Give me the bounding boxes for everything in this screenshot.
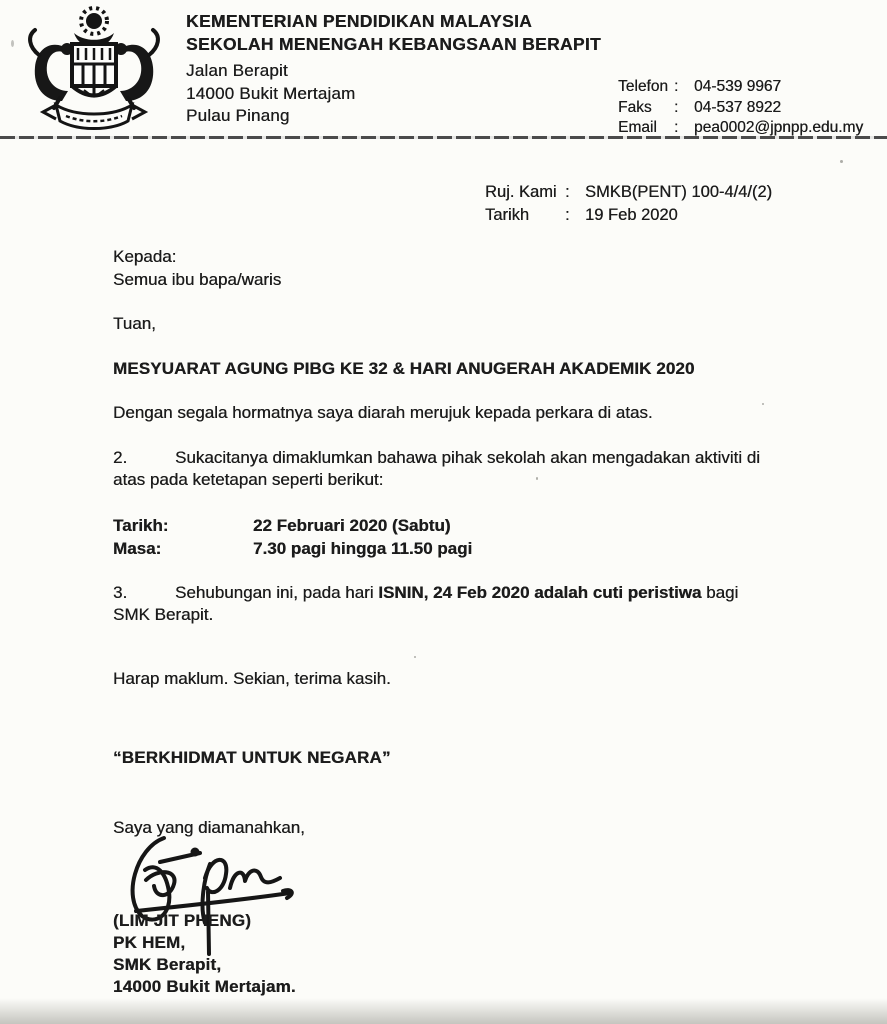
address-line: Jalan Berapit <box>186 61 288 80</box>
signatory-school: SMK Berapit, <box>113 955 222 974</box>
schedule-date-value: 22 Februari 2020 (Sabtu) <box>253 515 451 535</box>
reference-block <box>485 181 772 226</box>
contact-colon: : <box>674 119 679 136</box>
contact-label: Faks <box>618 98 652 116</box>
letter-body <box>113 246 837 839</box>
scan-shadow-band <box>0 998 887 1024</box>
contact-label: Email <box>618 119 657 136</box>
contact-info <box>618 77 863 139</box>
scan-speck <box>840 160 843 163</box>
ref-number: SMKB(PENT) 100-4/4/(2) <box>585 183 773 201</box>
school-address <box>186 60 601 128</box>
contact-colon: : <box>674 78 679 95</box>
header-divider <box>0 136 887 139</box>
malaysia-coat-of-arms-icon <box>24 2 164 142</box>
contact-faks <box>618 98 863 119</box>
contact-colon: : <box>674 98 679 116</box>
address-line: Pulau Pinang <box>186 106 290 125</box>
signatory-name: (LIM JIT PHENG) <box>113 911 252 930</box>
schedule-date-label: Tarikh: <box>113 515 169 535</box>
paragraph-number: 2. <box>113 447 128 467</box>
scan-speck <box>11 40 14 47</box>
fax-number: 04-537 8922 <box>694 98 782 116</box>
date-label: Tarikh <box>485 205 530 224</box>
telephone-number: 04-539 9967 <box>694 78 782 95</box>
letter-date: 19 Feb 2020 <box>585 205 678 224</box>
scan-speck <box>536 477 538 480</box>
date-colon: : <box>565 205 570 224</box>
paragraph-3 <box>113 582 837 627</box>
paragraph-number: 3. <box>113 582 128 602</box>
letter-date-row <box>485 204 772 227</box>
motto-line: “BERKHIDMAT UNTUK NEGARA” <box>113 748 391 767</box>
reference-number-row <box>485 181 772 204</box>
ref-colon: : <box>565 183 570 201</box>
school-name: SEKOLAH MENENGAH KEBANGSAAN BERAPIT <box>186 34 601 54</box>
schedule-time-row <box>113 537 837 560</box>
salutation: Tuan, <box>113 314 156 333</box>
schedule-date-row <box>113 514 837 537</box>
event-schedule <box>113 514 837 560</box>
signatory-block <box>113 910 296 998</box>
paragraph-3-line2: SMK Berapit. <box>113 605 214 624</box>
recipient-heading: Kepada: <box>113 247 177 266</box>
paragraph-3-pre: Sehubungan ini, pada hari <box>175 582 379 602</box>
paragraph-2-line1: Sukacitanya dimaklumkan bahawa pihak sekolah akan mengadakan aktiviti di <box>175 447 760 467</box>
signatory-position: PK HEM, <box>113 933 186 952</box>
letterhead-text <box>186 10 601 128</box>
closing-line: Harap maklum. Sekian, terima kasih. <box>113 668 391 688</box>
schedule-time-value: 7.30 pagi hingga 11.50 pagi <box>253 538 473 558</box>
recipient-block <box>113 246 837 291</box>
paragraph-3-post: bagi <box>701 582 739 602</box>
ministry-name: KEMENTERIAN PENDIDIKAN MALAYSIA <box>186 11 533 31</box>
ref-label: Ruj. Kami <box>485 183 557 201</box>
signoff-lead: Saya yang diamanahkan, <box>113 817 305 837</box>
email-address: pea0002@jpnpp.edu.my <box>694 119 864 136</box>
holiday-announcement: ISNIN, 24 Feb 2020 adalah cuti peristiwa <box>378 582 702 602</box>
contact-label: Telefon <box>618 78 668 95</box>
paragraph-2-line2: atas pada ketetapan seperti berikut: <box>113 470 384 489</box>
address-line: 14000 Bukit Mertajam <box>186 83 356 103</box>
schedule-time-label: Masa: <box>113 538 162 558</box>
scan-speck <box>762 403 764 405</box>
signatory-address: 14000 Bukit Mertajam. <box>113 977 296 996</box>
contact-telefon <box>618 77 863 98</box>
recipient-name: Semua ibu bapa/waris <box>113 269 282 289</box>
paragraph-1: Dengan segala hormatnya saya diarah merujuk kepada perkara di atas. <box>113 403 653 422</box>
subject-line: MESYUARAT AGUNG PIBG KE 32 & HARI ANUGERAH AKADEMIK 2020 <box>113 358 695 378</box>
paragraph-2 <box>113 447 837 492</box>
scan-speck <box>414 656 416 658</box>
